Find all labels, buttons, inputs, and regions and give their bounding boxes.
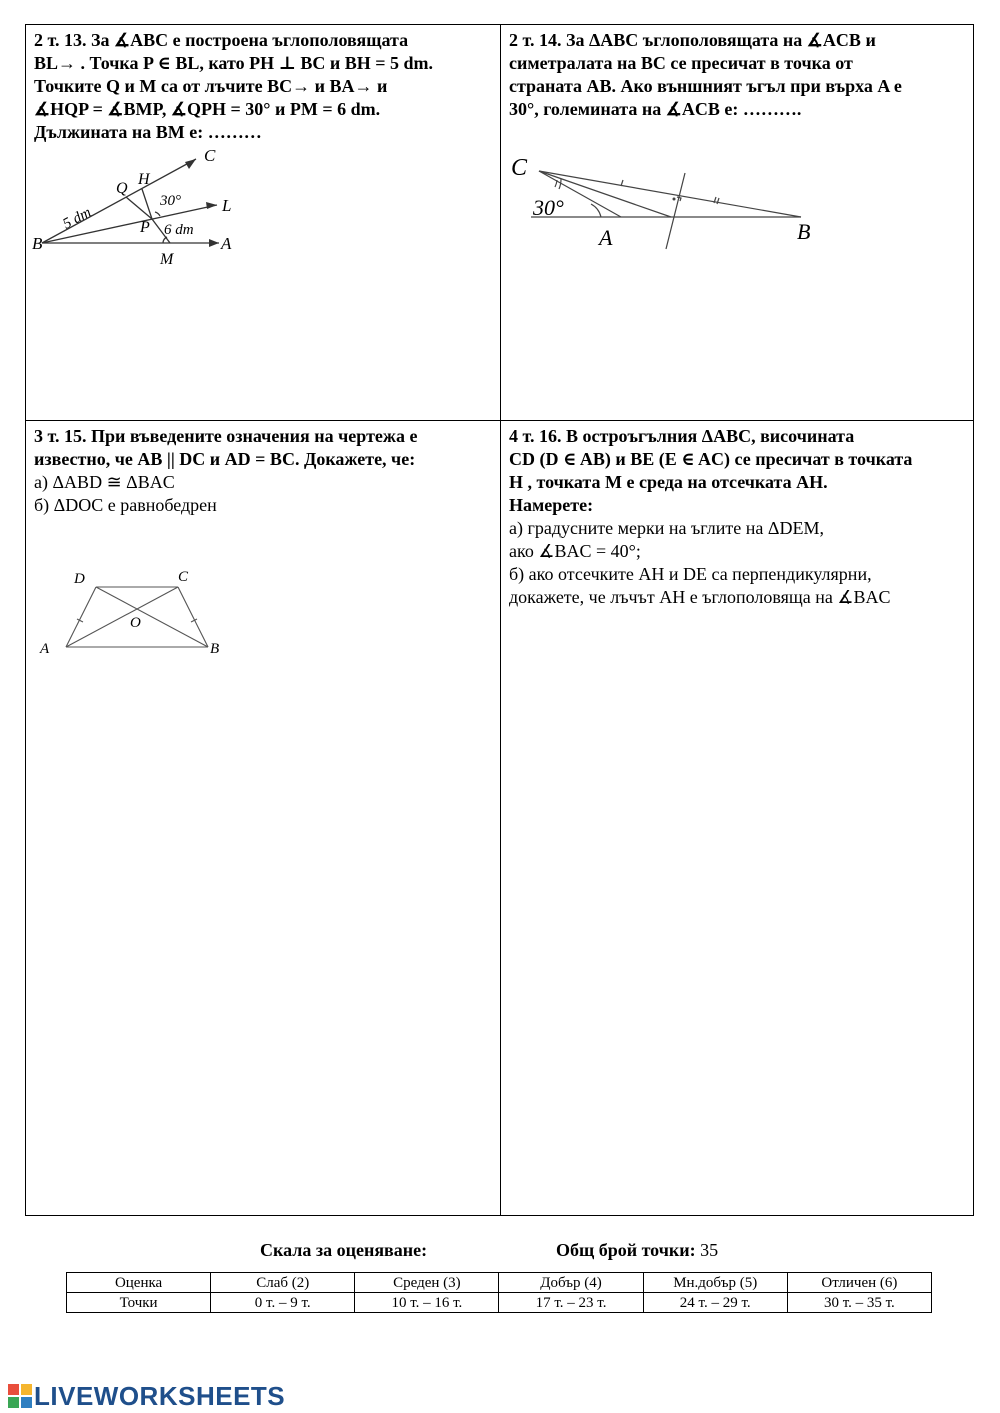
fig13-label-H: H	[138, 171, 150, 188]
problem-16-line: 4 т. 16. В остроъгълния ΔABC, височината	[509, 426, 855, 446]
problem-15-item-a: а) ΔABD ≅ ΔBAC	[34, 472, 175, 492]
fig15-label-B: B	[210, 641, 220, 657]
fig14-label-B: B	[797, 219, 811, 244]
table-cell: Оценка	[67, 1273, 211, 1293]
table-cell: 30 т. – 35 т.	[787, 1293, 931, 1313]
problem-15-title	[34, 425, 492, 471]
problem-14-line: 2 т. 14. За ΔABC ъглополовящата на ∡ACB и	[509, 30, 876, 50]
fig14-label-A: A	[599, 225, 613, 250]
table-row	[67, 1273, 932, 1293]
table-cell: 17 т. – 23 т.	[499, 1293, 643, 1313]
problem-16-title	[509, 425, 965, 517]
worksheet-grid	[25, 24, 974, 1216]
fig13-label-Q: Q	[116, 180, 128, 197]
fig14-label-C: C	[511, 155, 528, 181]
table-cell: Добър (4)	[499, 1273, 643, 1293]
table-cell: 24 т. – 29 т.	[643, 1293, 787, 1313]
table-cell: 0 т. – 9 т.	[211, 1293, 355, 1313]
problem-15-line: известно, че AB || DC и AD = BC. Докажете, че:	[34, 449, 416, 469]
problem-13-cell	[26, 25, 501, 421]
table-cell: Мн.добър (5)	[643, 1273, 787, 1293]
logo-text: LIVEWORKSHEETS	[34, 1380, 286, 1411]
fig13-label-B: B	[32, 234, 43, 253]
total-points-value: 35	[700, 1240, 719, 1260]
problem-14-line: 30°, големината на ∡ACB е: ……….	[509, 99, 802, 119]
problem-16-cell	[501, 421, 973, 1215]
problem-16-item: докажете, че лъчът AH е ъглополовяща на ∡BAC	[509, 587, 891, 607]
problem-15-cell	[26, 421, 501, 1215]
fig14-label-30: 30°	[533, 195, 564, 220]
fig15-label-O: O	[130, 615, 141, 631]
fig13-label-A: A	[221, 234, 232, 253]
fig15-label-D: D	[74, 571, 85, 587]
problem-13-line: 2 т. 13. За ∡ABC е построена ъглополовящата	[34, 30, 409, 50]
problem-13-line: ∡HQP = ∡BMP, ∡QPH = 30° и PM = 6 dm.	[34, 99, 381, 119]
table-cell: Слаб (2)	[211, 1273, 355, 1293]
fig13-label-M: M	[160, 251, 174, 268]
fig13-label-30: 30°	[160, 193, 181, 209]
fig13-label-C: C	[204, 146, 216, 165]
fig13-label-5dm: 5 dm	[60, 204, 95, 233]
problem-14-text	[509, 29, 965, 121]
total-points	[556, 1240, 718, 1261]
problem-16-item: ако ∡BAC = 40°;	[509, 541, 641, 561]
problem-14-line: симетралата на BC се пресичат в точка от	[509, 53, 853, 73]
problem-16-line: CD (D ∈ AB) и BE (E ∈ AC) се пресичат в точката	[509, 449, 913, 469]
grading-scale-header	[0, 1240, 1000, 1264]
problem-16-line: Намерете:	[509, 495, 594, 515]
problem-16-item: а) градусните мерки на ъглите на ΔDEM,	[509, 518, 824, 538]
problem-15-line: 3 т. 15. При въведените означения на чертежа е	[34, 426, 418, 446]
liveworksheets-logo[interactable]	[8, 1380, 285, 1412]
problem-16-item: б) ако отсечките AH и DE са перпендикулярни,	[509, 564, 872, 584]
total-points-label: Общ брой точки:	[556, 1240, 696, 1260]
table-cell: Точки	[67, 1293, 211, 1313]
problem-15-figure	[36, 561, 236, 661]
problem-13-line: Дължината на BM е: ………	[34, 122, 262, 142]
table-cell: 10 т. – 16 т.	[355, 1293, 499, 1313]
table-cell: Отличен (6)	[787, 1273, 931, 1293]
fig15-label-A: A	[40, 641, 50, 657]
fig13-label-P: P	[140, 219, 150, 236]
liveworksheets-logo-icon	[8, 1384, 32, 1408]
problem-14-figure	[511, 151, 831, 251]
problem-15-item-b: б) ΔDOC е равнобедрен	[34, 495, 217, 515]
fig13-label-L: L	[222, 196, 232, 215]
grading-scale-label: Скала за оценяване:	[260, 1240, 428, 1260]
problem-14-cell	[501, 25, 973, 421]
fig15-label-C: C	[178, 569, 189, 585]
problem-14-line: страната AB. Ако външният ъгъл при върха A е	[509, 76, 902, 96]
problem-13-line: Точките Q и M са от лъчите BC→ и BA→ и	[34, 76, 388, 96]
fig13-label-6dm: 6 dm	[164, 222, 194, 238]
problem-13-figure	[34, 147, 254, 267]
problem-16-line: H , точката M е среда на отсечката AH.	[509, 472, 828, 492]
table-row	[67, 1293, 932, 1313]
grading-scale-table	[66, 1272, 932, 1313]
problem-13-line: BL→ . Точка P ∈ BL, като PH ⊥ BC и BH = 5 dm.	[34, 53, 433, 73]
problem-13-text	[34, 29, 492, 144]
table-cell: Среден (3)	[355, 1273, 499, 1293]
